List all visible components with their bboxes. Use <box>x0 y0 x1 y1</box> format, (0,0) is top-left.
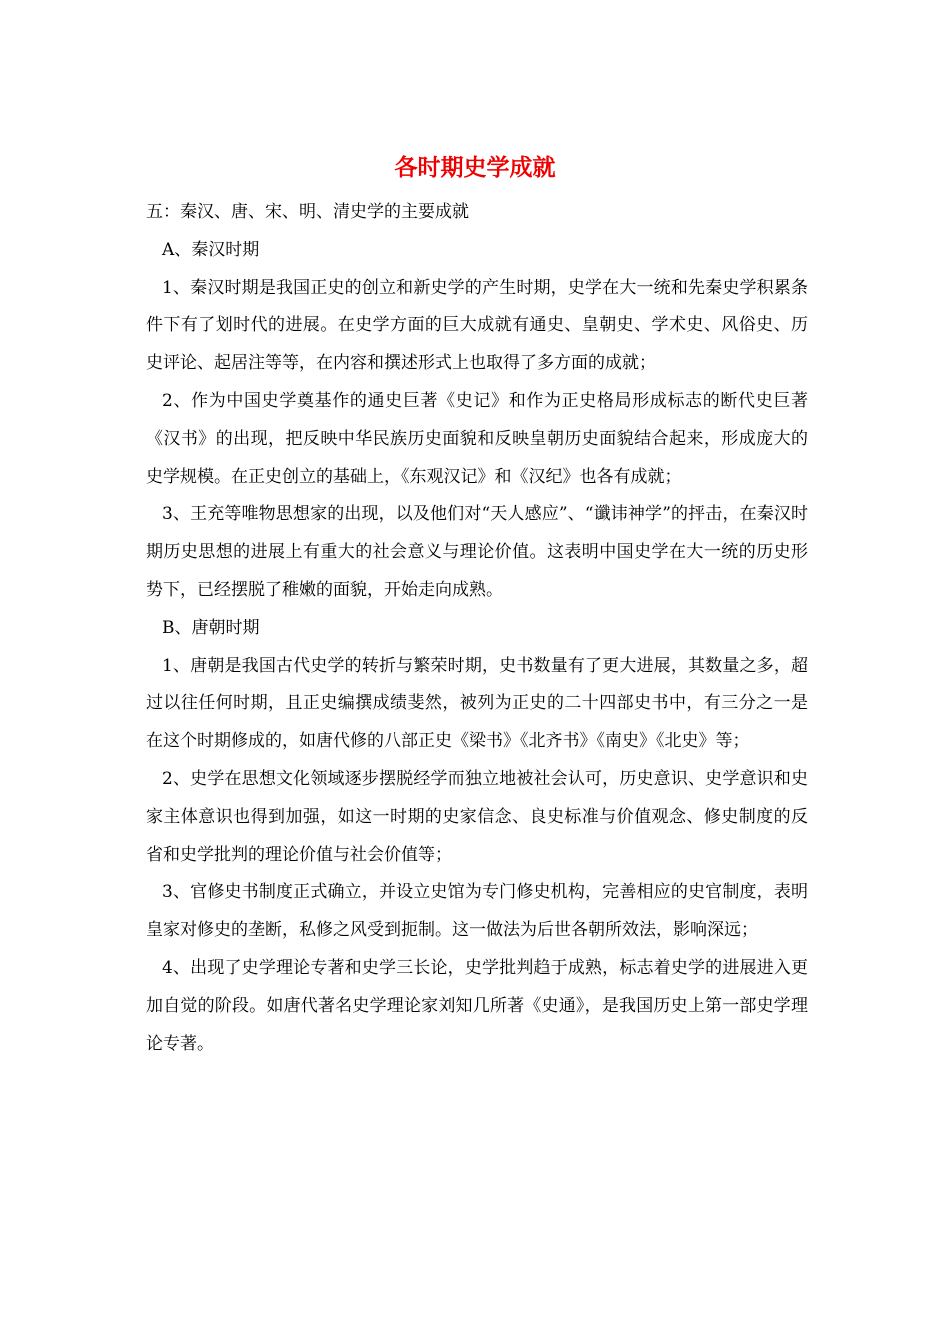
paragraph: 2、史学在思想文化领域逐步摆脱经学而独立地被社会认可，历史意识、史学意识和史家主体意识也得到加强，如这一时期的史家信念、良史标准与价值观念、修史制度的反省和史学批判的理论价值与社会价值等； <box>146 768 808 865</box>
document-body <box>146 194 808 1063</box>
paragraph: 1、唐朝是我国古代史学的转折与繁荣时期，史书数量有了更大进展，其数量之多，超过以往任何时期，且正史编撰成绩斐然，被列为正史的二十四部史书中，有三分之一是在这个时期修成的，如唐代修的八部正史《梁书》《北齐书》《南史》《北史》等； <box>146 655 808 752</box>
paragraph: 3、王充等唯物思想家的出现，以及他们对“天人感应”、“谶讳神学”的抨击，在秦汉时期历史思想的进展上有重大的社会意义与理论价值。这表明中国史学在大一统的历史形势下，已经摆脱了稚嫩的面貌，开始走向成熟。 <box>146 504 808 600</box>
paragraph: 4、出现了史学理论专著和史学三长论，史学批判趋于成熟，标志着史学的进展进入更加自觉的阶段。如唐代著名史学理论家刘知几所著《史通》，是我国历史上第一部史学理论专著。 <box>146 957 808 1054</box>
paragraph: 1、秦汉时期是我国正史的创立和新史学的产生时期，史学在大一统和先秦史学积累条件下有了划时代的进展。在史学方面的巨大成就有通史、皇朝史、学术史、风俗史、历史评论、起居注等等，在内容和撰述形式上也取得了多方面的成就； <box>146 277 808 374</box>
subsection-heading-tang: B、唐朝时期 <box>162 617 260 638</box>
subsection-heading-qin-han: A、秦汉时期 <box>162 239 260 260</box>
paragraph: 2、作为中国史学奠基作的通史巨著《史记》和作为正史格局形成标志的断代史巨著《汉书》的出现，把反映中华民族历史面貌和反映皇朝历史面貌结合起来，形成庞大的史学规模。在正史创立的基础上，《东观汉记》和《汉纪》也各有成就； <box>146 390 808 487</box>
document-title: 各时期史学成就 <box>394 154 556 181</box>
section-heading: 五：秦汉、唐、宋、明、清史学的主要成就 <box>146 202 469 222</box>
paragraph: 3、官修史书制度正式确立，并设立史馆为专门修史机构，完善相应的史官制度，表明皇家对修史的垄断，私修之风受到扼制。这一做法为后世各朝所效法，影响深远； <box>146 882 808 941</box>
